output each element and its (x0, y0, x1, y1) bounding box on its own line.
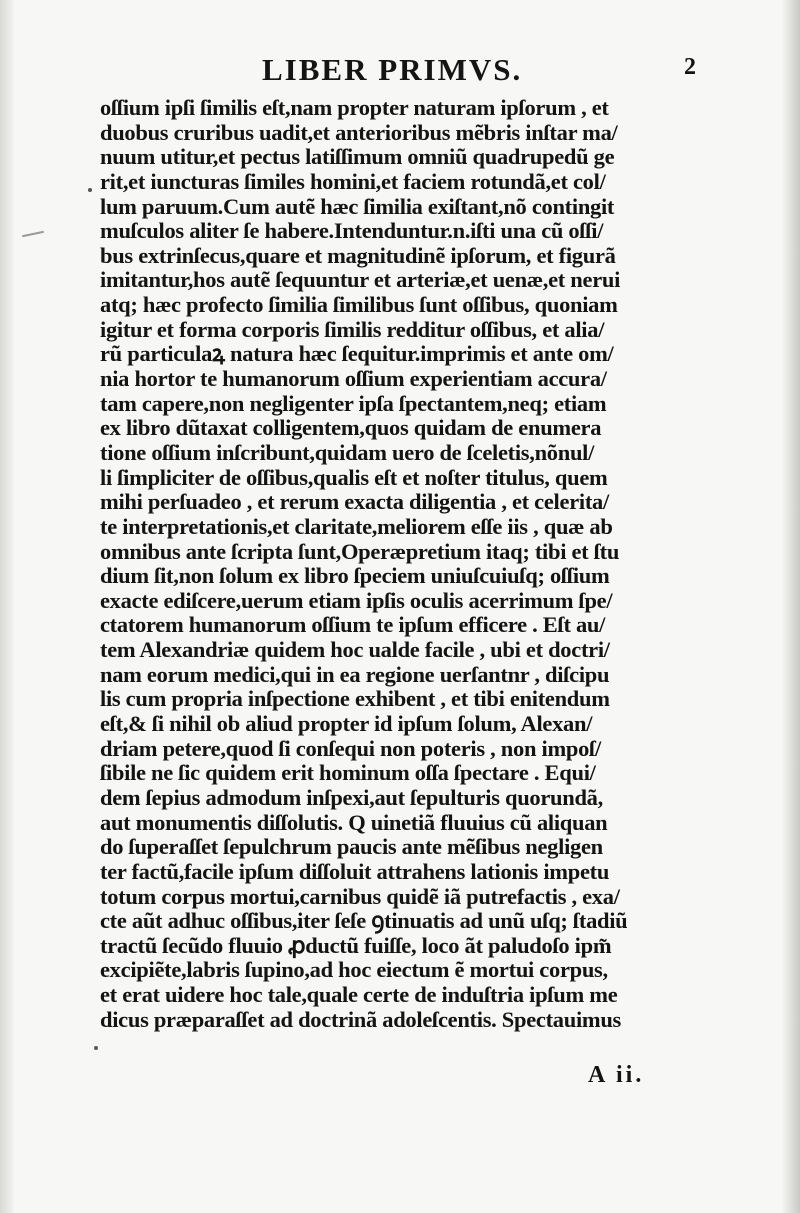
text-line: ſibile ne ſic quidem erit hominum oſſa ſpectare . Equi/ (100, 760, 596, 786)
text-line: nia hortor te humanorum oſſium experientiam accura/ (100, 366, 607, 392)
text-line: omnibus ante ſcripta ſunt,Operæpretium itaq; tibi et ſtu (100, 538, 620, 564)
text-line: rit,et iuncturas ſimiles homini,et faciem rotundã,et col/ (100, 168, 606, 194)
text-line: et erat uidere hoc tale,quale certe de induſtria ipſum me (100, 982, 618, 1008)
text-line: ex libro dũtaxat colligentem,quos quidam de enumera (100, 415, 602, 441)
text-line: exacte ediſcere,uerum etiam ipſis oculis acerrimum ſpe/ (100, 587, 613, 613)
text-line: atq; hæc profecto ſimilia ſimilibus ſunt oſſibus, quoniam (100, 292, 618, 318)
text-line: mihi perſuadeo , et rerum exacta diligentia , et celerita/ (100, 489, 609, 515)
text-line: tractũ ſecũdo fluuio ꝓductũ fuiſſe, loco ãt paludoſo ipm̃ (100, 932, 612, 958)
text-line: lum paruum.Cum autẽ hæc ſimilia exiſtant,nõ contingit (100, 193, 615, 219)
text-line: te interpretationis,et claritate,meliorem eſſe iis , quæ ab (100, 513, 613, 539)
text-line: tem Alexandriæ quidem hoc ualde facile , ubi et doctri/ (100, 637, 610, 663)
page-edge-left (0, 0, 14, 1213)
text-line: igitur et forma corporis ſimilis redditur oſſibus, et alia/ (100, 316, 605, 342)
text-line: rũ particulaꝝ natura hæc ſequitur.imprimis et ante om/ (100, 341, 614, 367)
bleed-through-header (130, 58, 156, 86)
text-line: ter factũ,facile ipſum diſſoluit attrahens lationis impetu (100, 858, 610, 884)
text-line: totum corpus mortui,carnibus quidẽ iã putrefactis , exa/ (100, 883, 620, 909)
text-line: nuum utitur,et pectus latiſſimum omniũ quadrupedũ ge (100, 144, 615, 170)
text-line: dem ſepius admodum inſpexi,aut ſepulturis quorundã, (100, 784, 603, 810)
body-text (100, 96, 725, 1032)
text-line: aut monumentis diſſolutis. Q uinetiã fluuius cũ aliquan (100, 809, 608, 835)
margin-mark (22, 231, 44, 238)
page-header (0, 50, 800, 90)
text-line: dium ſit,non ſolum ex libro ſpeciem uniuſcuiuſq; oſſium (100, 563, 610, 589)
text-line: oſſium ipſi ſimilis eſt,nam propter naturam ipſorum , et (100, 95, 609, 120)
text-line: duobus cruribus uadit,et anterioribus mẽbris inſtar ma/ (100, 119, 618, 145)
text-line: bus extrinſecus,quare et magnitudinẽ ipſorum, et figurã (100, 242, 616, 268)
text-line: ctatorem humanorum oſſium te ipſum efficere . Eſt au/ (100, 612, 606, 638)
text-line: do ſuperaſſet ſepulchrum paucis ante mẽſibus negligen (100, 834, 603, 860)
text-line: dicus præparaſſet ad doctrinã adoleſcentis. Spectauimus (100, 1006, 622, 1032)
text-line: driam petere,quod ſi conſequi non poteris , non impoſ/ (100, 735, 601, 761)
signature-mark: A ii. (588, 1062, 645, 1088)
ink-speck (94, 1046, 98, 1050)
text-line: tione oſſium inſcribunt,quidam uero de ſceletis,nõnul/ (100, 439, 595, 465)
text-line: lis cum propria inſpectione exhibent , et tibi enitendum (100, 686, 610, 712)
text-line: cte aũt adhuc oſſibus,iter ſeſe ꝯtinuatis ad unũ uſq; ſtadiũ (100, 908, 628, 934)
text-line: li ſimpliciter de oſſibus,qualis eſt et noſter titulus, quem (100, 464, 608, 490)
running-title: LIBER PRIMVS. (262, 52, 523, 87)
text-line: eſt,& ſi nihil ob aliud propter id ipſum ſolum, Alexan/ (100, 711, 593, 737)
text-line: muſculos aliter ſe habere.Intenduntur.n.iſti una cũ oſſi/ (100, 218, 604, 244)
text-line: tam capere,non negligenter ipſa ſpectantem,neq; etiam (100, 390, 607, 416)
text-line: excipiẽte,labris ſupino,ad hoc eiectum ẽ mortui corpus, (100, 957, 608, 983)
folio-number: 2 (684, 54, 696, 80)
text-line: nam eorum medici,qui in ea regione uerſantnr , diſcipu (100, 661, 610, 687)
ink-speck (88, 188, 92, 192)
page-edge-right (782, 0, 800, 1213)
text-line: imitantur,hos autẽ ſequuntur et arteriæ,et uenæ,et nerui (100, 267, 621, 293)
bleed-through-footer (118, 1066, 138, 1090)
